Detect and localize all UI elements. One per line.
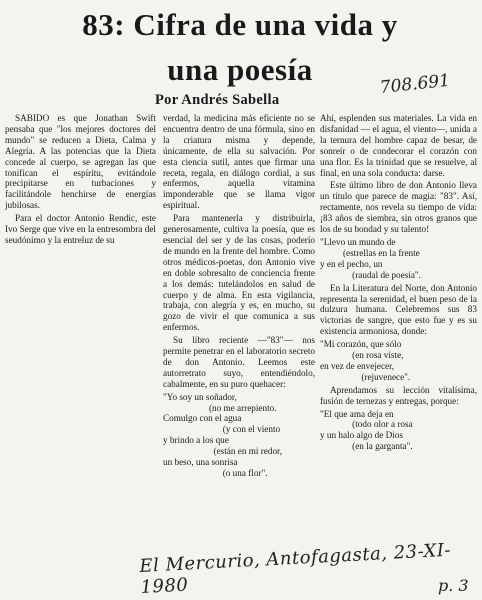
paragraph: SABIDO es que Jonathan Swift pensaba que "los mejores doctores del mundo" se reducen a Dieta, Calma y Alegría. A las potencias que la Dieta concede al cuerpo, se agregan las que tonifican el espíritu, evitándole precipitarse en turbaciones y facilitándole henchirse de energías jubilosas.: [5, 113, 156, 211]
verse-line: Comulgo con el agua: [163, 413, 242, 424]
verse-line: "Llevo un mundo de: [320, 236, 396, 247]
column-2: [163, 113, 315, 481]
paragraph: Este último libro de don Antonio lleva un título que parece de magia: "83". Así, rectamente, nos revela su tiempo de vida: ¡83 años de siembra, sin otros granos que los de su bondad y su talento!: [320, 180, 477, 235]
verse-line: un beso, una sonrisa: [163, 457, 238, 468]
author-byline: Por Andrés Sabella: [155, 92, 280, 108]
title-line-1: 83: Cifra de una vida y: [82, 7, 398, 42]
title-line-2: una poesía: [167, 52, 313, 87]
paragraph: Aprendamos su lección vitalísima, fusión de ternezas y entregas, porque:: [320, 384, 477, 406]
verse-line: (todo olor a rosa: [320, 419, 413, 430]
handwritten-page-number: p. 3: [438, 576, 469, 595]
paragraph: Para mantenerla y distribuirla, generosamente, cultiva la poesía, que es esencial del ser y de las cosas, poderío de mundo en la frente del hombre. Como otros médicos-poetas, don Antonio vive en doble sobresalto de conciencia frente a los demás: tutelándolos en salud de cuerpo y de alma. En esta vigilancia, trabaja, con alegría y es, en mucho, su gozo de vivir el que comunica a sus enfermos.: [163, 213, 315, 333]
verse-block: [320, 339, 477, 383]
verse-line: (estrellas en la frente: [320, 247, 420, 258]
verse-block: [163, 392, 315, 479]
verse-line: en vez de envejecer,: [320, 360, 395, 371]
paragraph: verdad, la medicina más eficiente no se encuentra dentro de una fórmula, sino en la criatura misma y depende, únicamente, de ella su salvación. Por esta ciencia sutil, antes que firmar una receta, regala, en diálogo cordial, a sus enfermos, aquella vitamina imponderable que se llama vigor espiritual.: [163, 113, 315, 211]
verse-line: "Yo soy un soñador,: [163, 391, 237, 402]
verse-line: y en el pecho, un: [320, 258, 383, 269]
verse-line: (raudal de poesía".: [320, 269, 421, 280]
verse-block: [320, 237, 477, 281]
handwritten-source-note: El Mercurio, Antofagasta, 23-XI-1980: [138, 539, 452, 598]
verse-line: (o una flor".: [163, 468, 268, 478]
verse-line: "Mi corazón, que sólo: [320, 339, 402, 350]
verse-line: (en rosa viste,: [320, 350, 404, 361]
verse-line: (no me arrepiento.: [163, 402, 277, 413]
paragraph: Ahí, esplenden sus materiales. La vida en disfanidad — el agua, el viento—, unida a la ternura del hombre capaz de besar, de sonreír o de condecorar el corazón con una flor. Es la trinidad que se resuelve, al final, en una sola conducta: darse.: [320, 113, 477, 178]
verse-line: (rejuvenece".: [320, 371, 411, 382]
verse-block: [320, 409, 477, 453]
paragraph: Su libro reciente —"83"— nos permite penetrar en el laboratorio secreto de don Antonio. Leemos este autorretrato suyo, entendiéndolo, cabalmente, en su puro quehacer:: [163, 335, 315, 389]
verse-line: y un halo algo de Dios: [320, 430, 403, 441]
verse-line: y brindo a los que: [163, 435, 229, 446]
handwritten-catalog-code: 708.691: [378, 70, 451, 98]
column-3: [320, 113, 477, 454]
paragraph: Para el doctor Antonio Rendic, este Ivo Serge que vive en la entresombra del seudónimo y la entreluz de su: [5, 213, 156, 245]
paragraph: En la Literatura del Norte, don Antonio representa la serenidad, el buen peso de la dulzura humana. Celebremos sus 83 victorias de sangre, que esto fue y es su existencia armoniosa, donde:: [320, 282, 477, 337]
verse-line: (en la garganta".: [320, 441, 413, 452]
verse-line: (están en mi redor,: [163, 446, 283, 457]
verse-line: (y con el viento: [163, 424, 281, 435]
verse-line: "El que ama deja en: [320, 408, 394, 419]
column-1: [5, 113, 156, 248]
